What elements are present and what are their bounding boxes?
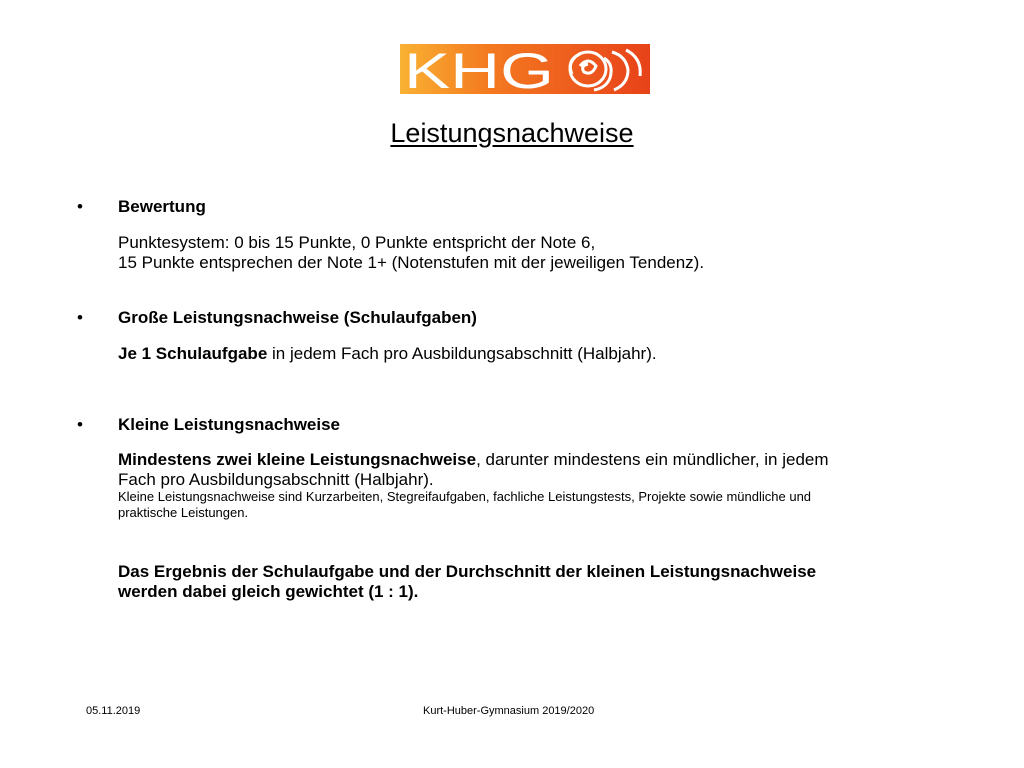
small-note-line: Kleine Leistungsnachweise sind Kurzarbeiten, Stegreifaufgaben, fachliche Leistungstests, Projekte sowie mündliche und [118, 489, 812, 504]
footer-school: Kurt-Huber-Gymnasium 2019/2020 [423, 705, 595, 717]
text-line: 15 Punkte entsprechen der Note 1+ (Notenstufen mit der jeweiligen Tendenz). [118, 253, 705, 272]
logo-text: KHG [404, 44, 554, 94]
section-heading-kleine: Kleine Leistungsnachweise [118, 415, 341, 434]
text-line [118, 450, 829, 470]
section-heading-schulaufgaben: Große Leistungsnachweise (Schulaufgaben) [118, 308, 477, 327]
text-phrase: , darunter mindestens ein mündlicher, in jedem [476, 450, 829, 469]
text-line [118, 344, 657, 364]
khg-logo [400, 44, 650, 94]
conclusion-line: Das Ergebnis der Schulaufgabe und der Durchschnitt der kleinen Leistungsnachweise [118, 562, 817, 581]
text-phrase: in jedem Fach pro Ausbildungsabschnitt (Halbjahr). [267, 344, 657, 363]
bold-phrase: Je 1 Schulaufgabe [118, 344, 268, 363]
small-note-line: praktische Leistungen. [118, 505, 249, 520]
footer-date: 05.11.2019 [86, 705, 141, 717]
conclusion-line: werden dabei gleich gewichtet (1 : 1). [118, 582, 419, 601]
bold-phrase: Mindestens zwei kleine Leistungsnachweise [118, 450, 477, 469]
bullet-marker: • [77, 415, 83, 434]
section-heading-bewertung: Bewertung [118, 197, 206, 216]
text-line: Punktesystem: 0 bis 15 Punkte, 0 Punkte entspricht der Note 6, [118, 233, 596, 252]
bullet-marker: • [77, 308, 83, 327]
bullet-marker: • [77, 197, 83, 216]
text-line: Fach pro Ausbildungsabschnitt (Halbjahr). [118, 470, 434, 489]
page-title: Leistungsnachweise [390, 118, 634, 148]
